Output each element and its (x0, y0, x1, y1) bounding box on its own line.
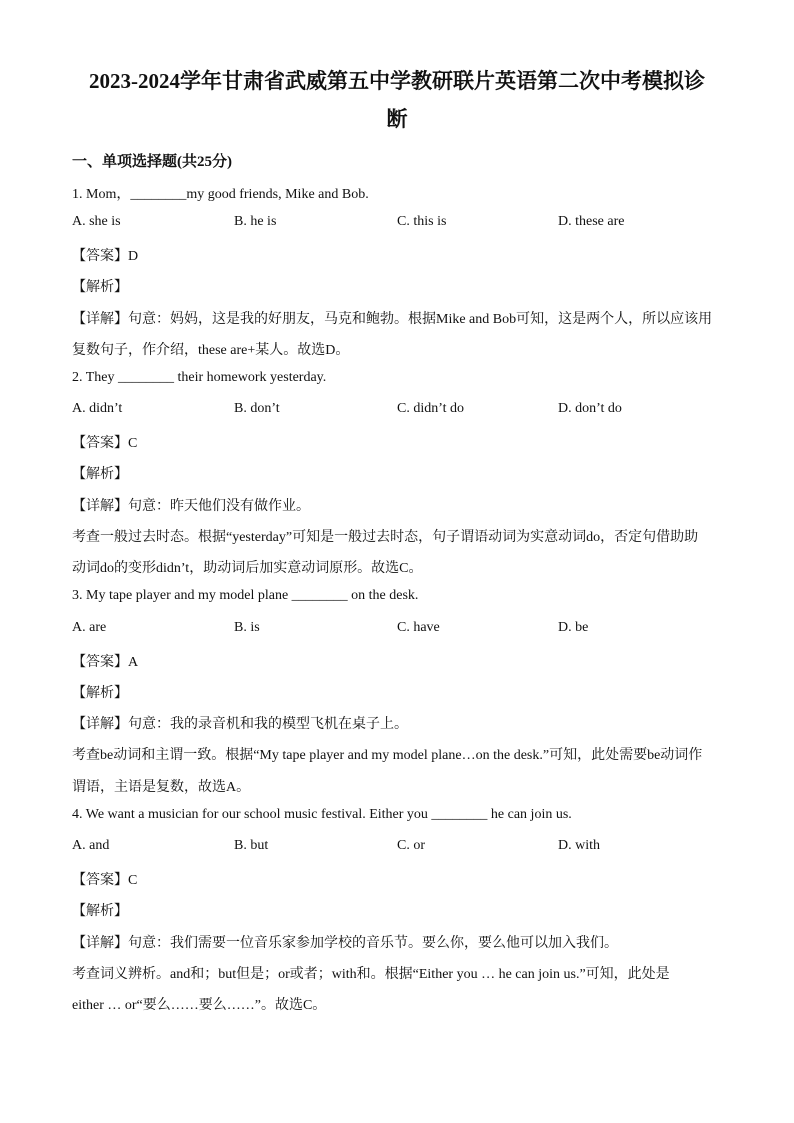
question-3-answer: 【答案】A (72, 655, 139, 670)
question-1-answer: 【答案】D (72, 249, 139, 264)
question-1-option-c: C. this is (397, 214, 447, 229)
question-2-detail-3: 动词do的变形didn’t，助动词后加实意动词原形。故选C。 (72, 561, 423, 576)
question-2-option-a: A. didn’t (72, 401, 123, 416)
question-3-analysis: 【解析】 (72, 686, 128, 701)
question-2-answer: 【答案】C (72, 436, 138, 451)
question-1-option-b: B. he is (234, 214, 277, 229)
document-title (50, 62, 744, 138)
question-4-answer: 【答案】C (72, 873, 138, 888)
title-line-1: 2023-2024学年甘肃省武威第五中学教研联片英语第二次中考模拟诊 (89, 69, 705, 93)
question-4-option-b: B. but (234, 838, 269, 853)
section-heading: 一、单项选择题(共25分) (72, 154, 232, 170)
question-1-detail-1: 【详解】句意：妈妈，这是我的好朋友，马克和鲍勃。根据Mike and Bob可知，这是两个人，所以应该用 (72, 312, 713, 327)
question-4-option-a: A. and (72, 838, 110, 853)
question-3-stem: 3. My tape player and my model plane ________ on the desk. (72, 588, 419, 603)
question-4-option-d: D. with (558, 838, 600, 853)
question-2-option-d: D. don’t do (558, 401, 622, 416)
question-4-detail-2: 考查词义辨析。and和；but但是；or或者；with和。根据“Either you … he can join us.”可知，此处是 (72, 967, 670, 982)
question-3-option-a: A. are (72, 620, 107, 635)
question-4-detail-1: 【详解】句意：我们需要一位音乐家参加学校的音乐节。要么你，要么他可以加入我们。 (72, 936, 618, 951)
question-1-stem: 1. Mom，________my good friends, Mike and Bob. (72, 187, 369, 202)
question-2-stem: 2. They ________ their homework yesterday. (72, 370, 327, 385)
question-4-stem: 4. We want a musician for our school music festival. Either you ________ he can join us. (72, 807, 572, 822)
question-1-detail-2: 复数句子，作介绍，these are+某人。故选D。 (72, 343, 350, 358)
question-2-option-b: B. don’t (234, 401, 280, 416)
question-2-option-c: C. didn’t do (397, 401, 465, 416)
question-1-option-d: D. these are (558, 214, 625, 229)
question-1-analysis: 【解析】 (72, 280, 128, 295)
question-2-detail-2: 考查一般过去时态。根据“yesterday”可知是一般过去时态，句子谓语动词为实意动词do，否定句借助助 (72, 530, 699, 545)
question-3-option-d: D. be (558, 620, 589, 635)
question-3-detail-3: 谓语，主语是复数，故选A。 (72, 780, 251, 795)
question-1-option-a: A. she is (72, 214, 121, 229)
question-2-analysis: 【解析】 (72, 467, 128, 482)
question-3-option-b: B. is (234, 620, 260, 635)
question-3-detail-1: 【详解】句意：我的录音机和我的模型飞机在桌子上。 (72, 717, 408, 732)
question-4-detail-3: either … or“要么……要么……”。故选C。 (72, 998, 327, 1013)
question-2-detail-1: 【详解】句意：昨天他们没有做作业。 (72, 499, 310, 514)
question-4-analysis: 【解析】 (72, 904, 128, 919)
question-3-option-c: C. have (397, 620, 440, 635)
question-4-option-c: C. or (397, 838, 425, 853)
question-3-detail-2: 考查be动词和主谓一致。根据“My tape player and my model plane…on the desk.”可知，此处需要be动词作 (72, 748, 703, 763)
title-line-2: 断 (386, 107, 408, 131)
